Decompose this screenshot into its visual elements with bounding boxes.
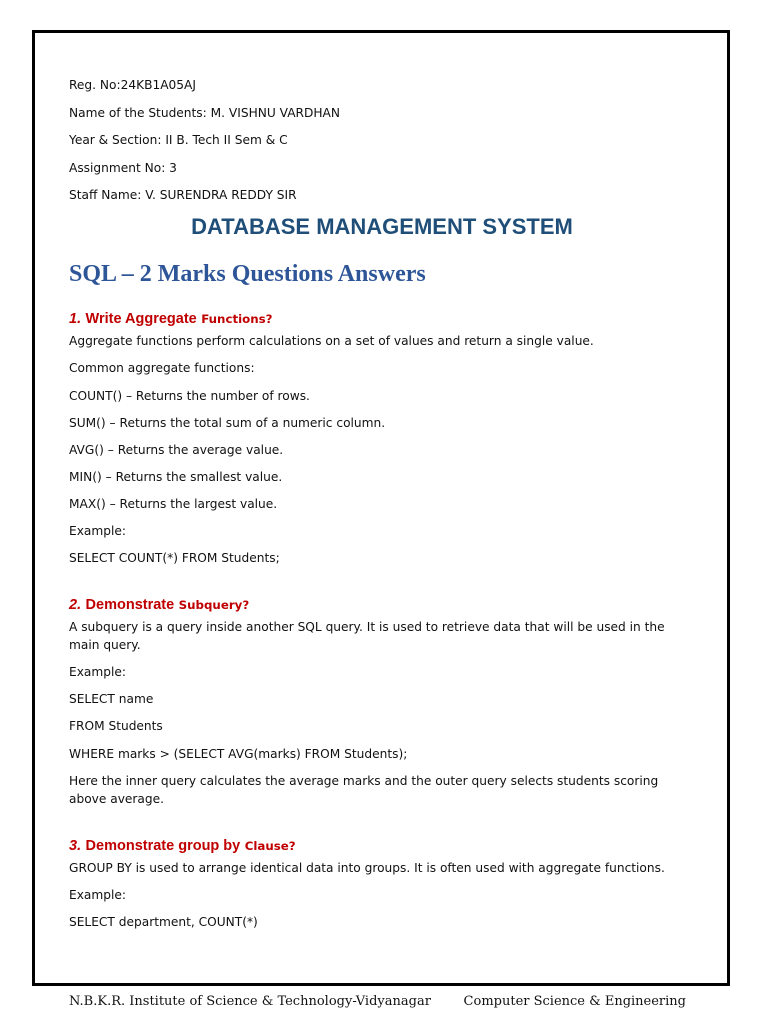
answer-text: Here the inner query calculates the average marks and the outer query selects students scoring above average.: [69, 773, 659, 807]
answer-text: Aggregate functions perform calculations on a set of values and return a single value.: [69, 334, 594, 349]
question-title-tail: Clause?: [244, 838, 296, 853]
answer-text: MAX() – Returns the largest value.: [69, 496, 278, 511]
sql-code-line: SELECT department, COUNT(*): [69, 914, 258, 929]
question-title: Demonstrate: [85, 596, 175, 613]
question-heading: [69, 837, 669, 855]
question-title-tail: Functions?: [201, 312, 273, 327]
year-section: Year & Section: II B. Tech II Sem & C: [69, 133, 288, 148]
sql-code-line: FROM Students: [69, 719, 163, 734]
answer-text: COUNT() – Returns the number of rows.: [69, 388, 310, 403]
answer-text: Example:: [69, 665, 126, 680]
question-number: 3.: [69, 837, 82, 854]
document-body: [69, 76, 669, 940]
answer-text: Example:: [69, 524, 126, 539]
question-1: [69, 310, 669, 567]
question-title: Write Aggregate: [85, 311, 197, 328]
sql-code-line: SELECT COUNT(*) FROM Students;: [69, 551, 280, 566]
answer-text: Example:: [69, 887, 126, 902]
footer-department: Computer Science & Engineering: [463, 994, 686, 1009]
question-heading: [69, 596, 669, 614]
staff-name: Staff Name: V. SURENDRA REDDY SIR: [69, 188, 297, 203]
student-name: Name of the Students: M. VISHNU VARDHAN: [69, 105, 341, 120]
answer-text: Common aggregate functions:: [69, 361, 255, 376]
question-heading: [69, 310, 669, 328]
document-title: DATABASE MANAGEMENT SYSTEM: [191, 214, 573, 240]
document-subtitle: SQL – 2 Marks Questions Answers: [69, 261, 426, 288]
question-3: [69, 837, 669, 932]
question-number: 1.: [69, 311, 82, 328]
question-2: [69, 596, 669, 809]
question-title-tail: Subquery?: [178, 597, 250, 612]
answer-text: GROUP BY is used to arrange identical data into groups. It is often used with aggregate functions.: [69, 860, 665, 875]
question-number: 2.: [69, 596, 82, 613]
answer-text: AVG() – Returns the average value.: [69, 442, 284, 457]
student-info: [69, 76, 669, 204]
sql-code-line: WHERE marks > (SELECT AVG(marks) FROM Students);: [69, 746, 408, 761]
question-title: Demonstrate group by: [85, 837, 241, 854]
sql-code-line: SELECT name: [69, 692, 154, 707]
answer-text: MIN() – Returns the smallest value.: [69, 469, 283, 484]
reg-no: Reg. No:24KB1A05AJ: [69, 78, 196, 92]
footer-institute: N.B.K.R. Institute of Science & Technology-Vidyanagar: [69, 994, 431, 1009]
answer-text: SUM() – Returns the total sum of a numeric column.: [69, 415, 386, 430]
answer-text: A subquery is a query inside another SQL query. It is used to retrieve data that will be used in the main query.: [69, 619, 665, 653]
assignment-no: Assignment No: 3: [69, 160, 177, 175]
